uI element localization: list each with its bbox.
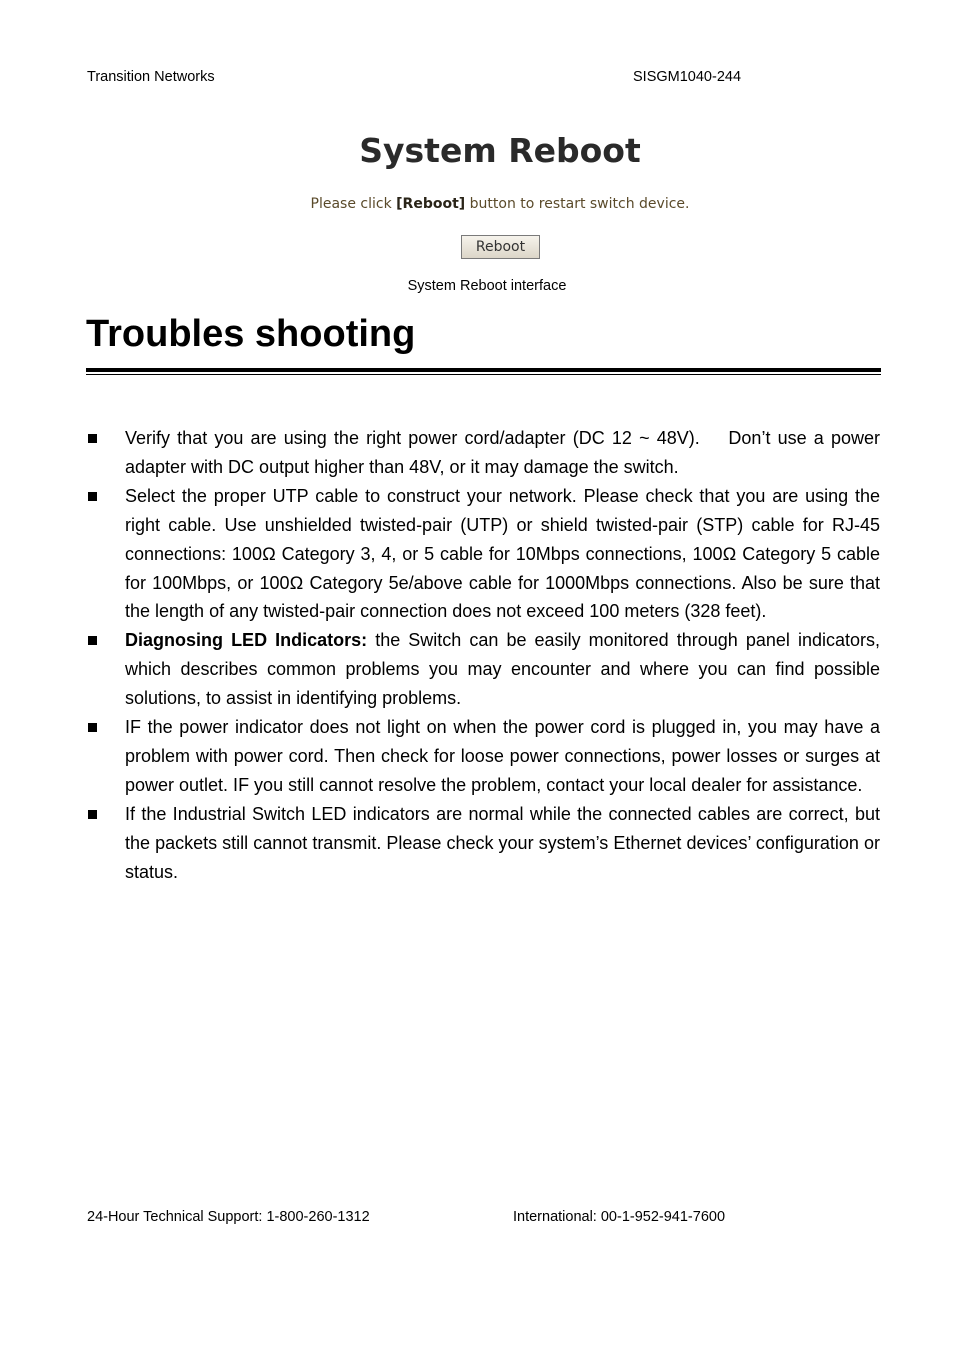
reboot-instruction-bold: [Reboot] [396, 196, 466, 212]
square-bullet-icon [88, 636, 97, 645]
footer-support-phone: 24-Hour Technical Support: 1-800-260-1312 [87, 1209, 370, 1225]
section-title: Troubles shooting [86, 313, 416, 355]
list-item [86, 626, 880, 713]
list-item [86, 713, 880, 800]
square-bullet-icon [88, 810, 97, 819]
list-item [86, 424, 880, 482]
title-rule-thin [86, 374, 881, 375]
list-item [86, 482, 880, 627]
header-company: Transition Networks [87, 69, 215, 85]
reboot-instruction-before: Please click [310, 196, 397, 212]
reboot-button[interactable]: Reboot [461, 235, 540, 259]
square-bullet-icon [88, 492, 97, 501]
list-item-text: Verify that you are using the right power cord/adapter (DC 12 ~ 48V). Don’t use a power adapter with DC output higher than 48V, or it may damage the switch. [125, 428, 880, 477]
list-item-lead: Diagnosing LED Indicators: [125, 630, 368, 651]
square-bullet-icon [88, 434, 97, 443]
footer-international-phone: International: 00-1-952-941-7600 [513, 1209, 726, 1225]
list-item-text: If the Industrial Switch LED indicators are normal while the connected cables are correct, but the packets still cannot transmit. Please check your system’s Ethernet devices’ configuration or status. [125, 803, 880, 882]
reboot-instruction [280, 196, 720, 212]
title-rule-thick [86, 368, 881, 372]
reboot-instruction-after: button to restart switch device. [465, 196, 690, 212]
square-bullet-icon [88, 723, 97, 732]
list-item-text: Select the proper UTP cable to construct your network. Please check that you are using the right cable. Use unshielded twisted-pair (UTP) or shield twisted-pair (STP) cable for RJ-45 connections: 100Ω Category 3, 4, or 5 cable for 10Mbps connections, 100Ω Category 5 cable for 100Mbps, or 100Ω Category 5e/above cable for 1000Mbps connections. Also be sure that the length of any twisted-pair connection does not exceed 100 meters (328 feet). [125, 485, 880, 622]
list-item [86, 800, 880, 887]
list-item-text: the Switch can be easily monitored through panel indicators, which describes common problems you may encounter and where you can find possible solutions, to assist in identifying problems. [125, 630, 880, 709]
header-model: SISGM1040-244 [633, 69, 742, 85]
list-item-text: IF the power indicator does not light on when the power cord is plugged in, you may have a problem with power cord. Then check for loose power connections, power losses or surges at power outlet. IF you still cannot resolve the problem, contact your local dealer for assistance. [125, 717, 880, 795]
figure-caption: System Reboot interface [407, 278, 567, 294]
system-reboot-title: System Reboot [359, 131, 641, 170]
troubleshooting-list [86, 424, 880, 887]
system-reboot-screenshot [280, 120, 720, 270]
